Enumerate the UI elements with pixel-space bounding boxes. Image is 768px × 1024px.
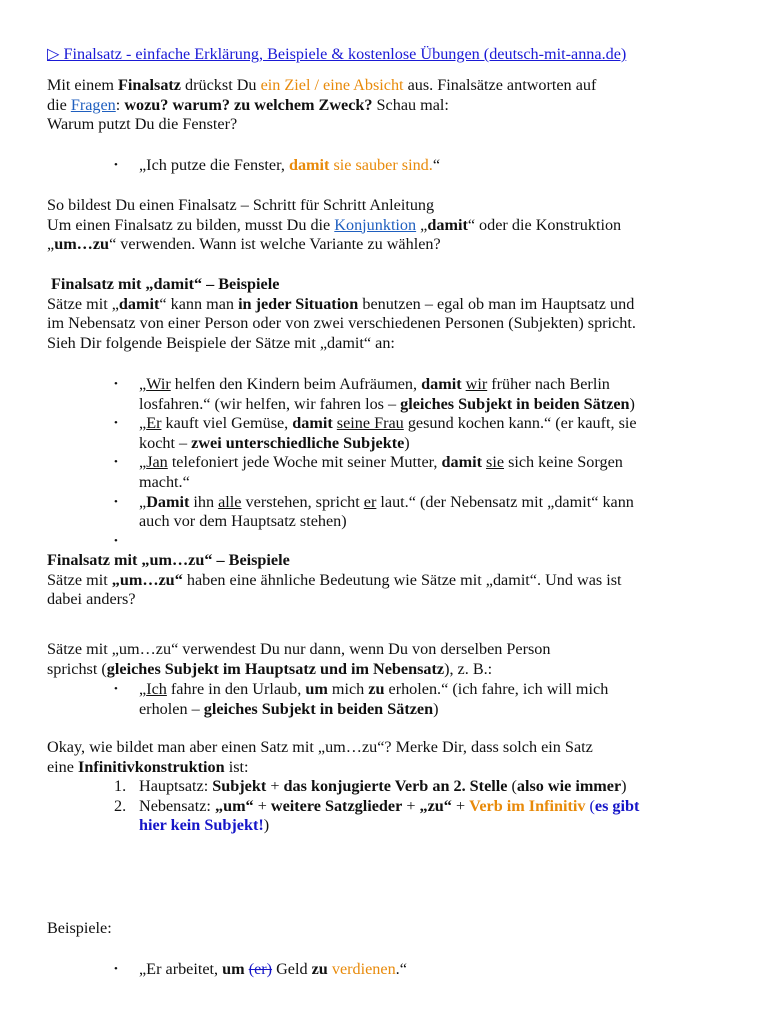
bilden-line-2: Um einen Finalsatz zu bilden, musst Du die Konjunktion „damit“ oder die Konstruktion <box>47 215 622 234</box>
term-finalsatz: Finalsatz <box>118 76 181 94</box>
damit-line-3: Sieh Dir folgende Beispiele der Sätze mit „damit“ an: <box>47 333 395 352</box>
source-link-line <box>47 45 759 65</box>
section-heading-damit: Finalsatz mit „damit“ – Beispiele <box>51 275 280 293</box>
example-list-0 <box>47 156 759 176</box>
list-item: • „Jan telefoniert jede Woche mit seiner Mutter, damit sie sich keine Sorgen macht.“ <box>114 453 623 491</box>
source-link[interactable]: ▷ Finalsatz - einfache Erklärung, Beispiele & kostenlose Übungen (deutsch-mit-anna.de) <box>47 45 627 63</box>
questions-text: wozu? warum? zu welchem Zweck? <box>124 95 373 114</box>
damit-examples-list <box>47 375 759 551</box>
list-item: • „Damit ihn alle verstehen, spricht er laut.“ (der Nebensatz mit „damit“ kann auch vor dem Hauptsatz stehen) <box>114 492 634 531</box>
construction-line-1: Okay, wie bildet man aber einen Satz mit „um…zu“? Merke Dir, dass solch ein Satz <box>47 738 593 756</box>
construction-steps <box>47 777 759 836</box>
bullet-icon: • <box>114 417 118 430</box>
list-item: 1. Hauptsatz: Subjekt + das konjugierte Verb an 2. Stelle (also wie immer) <box>114 777 627 795</box>
umzu-p2-line-2: sprichst (gleiches Subjekt im Hauptsatz und im Nebensatz), z. B.: <box>47 659 493 678</box>
list-item: • „Ich putze die Fenster, damit sie sauber sind.“ <box>114 156 440 174</box>
construction-line-2: eine Infinitivkonstruktion ist: <box>47 757 249 776</box>
umzu-line-1: Sätze mit „um…zu“ haben eine ähnliche Bedeutung wie Sätze mit „damit“. Und was ist <box>47 570 622 589</box>
intro-line-1: Mit einem Finalsatz drückst Du ein Ziel / eine Absicht aus. Finalsätze antworten auf <box>47 76 597 94</box>
list-item: • „Er kauft viel Gemüse, damit seine Frau gesund kochen kann.“ (er kauft, sie kocht – zwei unterschiedliche Subjekte) <box>114 414 637 452</box>
umzu-section <box>47 551 759 610</box>
construction-paragraph <box>47 738 759 777</box>
bullet-icon: • <box>114 963 118 975</box>
damit-section <box>47 275 759 353</box>
bullet-icon: • <box>114 534 118 547</box>
intro-line-2: die Fragen: wozu? warum? zu welchem Zweck? Schau mal: <box>47 95 449 114</box>
bilden-line-1: So bildest Du einen Finalsatz – Schritt für Schritt Anleitung <box>47 196 435 214</box>
damit-line-2: im Nebensatz von einer Person oder von zwei verschiedenen Personen (Subjekten) spricht. <box>47 314 636 333</box>
link-fragen[interactable]: Fragen <box>70 95 116 114</box>
beispiele-label: Beispiele: <box>47 919 112 937</box>
umzu-paragraph-2 <box>47 640 759 679</box>
bullet-icon: • <box>114 495 118 508</box>
umzu-p2-line-1: Sätze mit „um…zu“ verwendest Du nur dann, wenn Du von derselben Person <box>47 640 551 658</box>
bullet-icon: • <box>114 159 118 171</box>
bilden-paragraph <box>47 196 759 255</box>
intro-line-3: Warum putzt Du die Fenster? <box>47 115 238 134</box>
highlight-ziel: ein Ziel / eine Absicht <box>260 76 404 94</box>
intro-paragraph <box>47 76 759 135</box>
list-item: 2. Nebensatz: „um“ + weitere Satzglieder + „zu“ + Verb im Infinitiv (es gibt hier kein Subjekt!) <box>114 796 640 835</box>
section-heading-umzu: Finalsatz mit „um…zu“ – Beispiele <box>47 551 290 569</box>
list-item: • „Ich fahre in den Urlaub, um mich zu erholen.“ (ich fahre, ich will mich erholen – gleiches Subjekt in beiden Sätzen) <box>114 680 609 718</box>
list-item-empty <box>47 532 759 552</box>
beispiele-list <box>47 960 759 980</box>
damit-line-1: Sätze mit „damit“ kann man in jeder Situation benutzen – egal ob man im Hauptsatz und <box>47 294 635 313</box>
list-item: • „Er arbeitet, um (er) Geld zu verdienen.“ <box>114 960 407 978</box>
list-item: • „Wir helfen den Kindern beim Aufräumen, damit wir früher nach Berlin losfahren.“ (wir helfen, wir fahren los – gleiches Subjekt in beiden Sätzen) <box>114 375 635 413</box>
bullet-icon: • <box>114 378 118 390</box>
bullet-icon: • <box>114 456 118 469</box>
umzu-example-list <box>47 680 759 719</box>
link-konjunktion[interactable]: Konjunktion <box>334 215 417 234</box>
umzu-line-2: dabei anders? <box>47 590 136 609</box>
bullet-icon: • <box>114 683 118 695</box>
bilden-line-3: „um…zu“ verwenden. Wann ist welche Variante zu wählen? <box>47 235 441 254</box>
struck-subject: (er) <box>248 960 273 978</box>
